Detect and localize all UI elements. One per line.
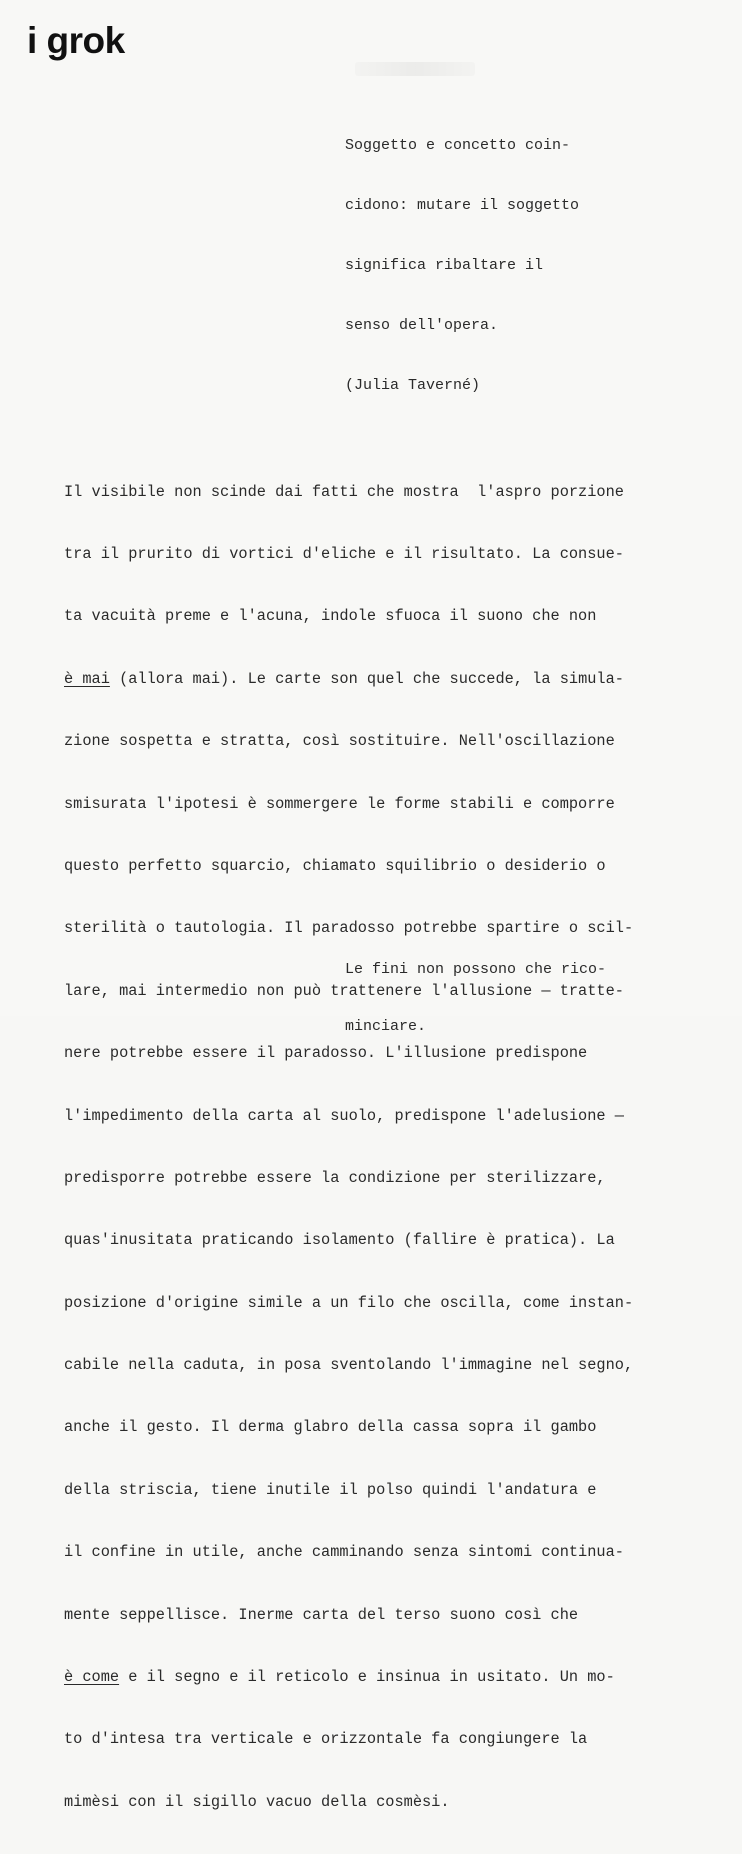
body-line: to d'intesa tra verticale e orizzontale fa congiungere la bbox=[64, 1730, 588, 1749]
body-line: mente seppellisce. Inerme carta del terso suono così che bbox=[64, 1605, 579, 1624]
body-line: predisporre potrebbe essere la condizione per sterilizzare, bbox=[64, 1168, 606, 1187]
closing-note bbox=[345, 922, 606, 1074]
body-line: sterilità o tautologia. Il paradosso potrebbe spartire o scil- bbox=[64, 919, 634, 938]
faint-bleed-through-mark bbox=[355, 62, 475, 76]
body-line: cabile nella caduta, in posa sventolando l'immagine nel segno, bbox=[64, 1356, 634, 1375]
body-line: il confine in utile, anche camminando senza sintomi continua- bbox=[64, 1543, 624, 1562]
body-line: l'impedimento della carta al suolo, predispone l'adelusione — bbox=[64, 1106, 624, 1125]
body-line: Il visibile non scinde dai fatti che mostra l'aspro porzione bbox=[64, 482, 624, 501]
brand-logo: i grok bbox=[27, 20, 125, 61]
line-continuation: e il segno e il reticolo e insinua in usitato. Un mo- bbox=[119, 1668, 615, 1687]
body-line: della striscia, tiene inutile il polso quindi l'andatura e bbox=[64, 1480, 597, 1499]
epigraph-line: senso dell'opera. bbox=[345, 317, 499, 334]
epigraph-line: cidono: mutare il soggetto bbox=[345, 197, 580, 214]
body-line: posizione d'origine simile a un filo che oscilla, come instan- bbox=[64, 1293, 634, 1312]
epigraph-line: significa ribaltare il bbox=[345, 257, 544, 274]
body-line: mimèsi con il sigillo vacuo della cosmèsi. bbox=[64, 1792, 450, 1811]
body-paragraph bbox=[64, 440, 633, 1854]
epigraph-attribution: (Julia Taverné) bbox=[345, 377, 481, 394]
body-line: questo perfetto squarcio, chiamato squilibrio o desiderio o bbox=[64, 856, 606, 875]
closing-line: minciare. bbox=[345, 1018, 427, 1035]
body-line: quas'inusitata praticando isolamento (fallire è pratica). La bbox=[64, 1231, 615, 1250]
body-line bbox=[64, 669, 633, 690]
body-line: tra il prurito di vortici d'eliche e il risultato. La consue- bbox=[64, 544, 624, 563]
body-line: smisurata l'ipotesi è sommergere le forme stabili e comporre bbox=[64, 794, 615, 813]
underlined-phrase: è mai bbox=[64, 669, 110, 688]
body-line: ta vacuità preme e l'acuna, indole sfuoca il suono che non bbox=[64, 607, 597, 626]
epigraph-line: Soggetto e concetto coin- bbox=[345, 137, 571, 154]
body-line bbox=[64, 1667, 633, 1688]
closing-line: Le fini non possono che rico- bbox=[345, 961, 607, 978]
underlined-phrase: è come bbox=[64, 1668, 120, 1687]
body-line: zione sospetta e stratta, così sostituire. Nell'oscillazione bbox=[64, 732, 615, 751]
body-line: nere potrebbe essere il paradosso. L'illusione predispone bbox=[64, 1044, 588, 1063]
epigraph-quote bbox=[345, 96, 579, 436]
line-continuation: (allora mai). Le carte son quel che succede, la simula- bbox=[109, 669, 624, 688]
body-line: anche il gesto. Il derma glabro della cassa sopra il gambo bbox=[64, 1418, 597, 1437]
body-line: lare, mai intermedio non può trattenere l'allusione — tratte- bbox=[64, 981, 624, 1000]
